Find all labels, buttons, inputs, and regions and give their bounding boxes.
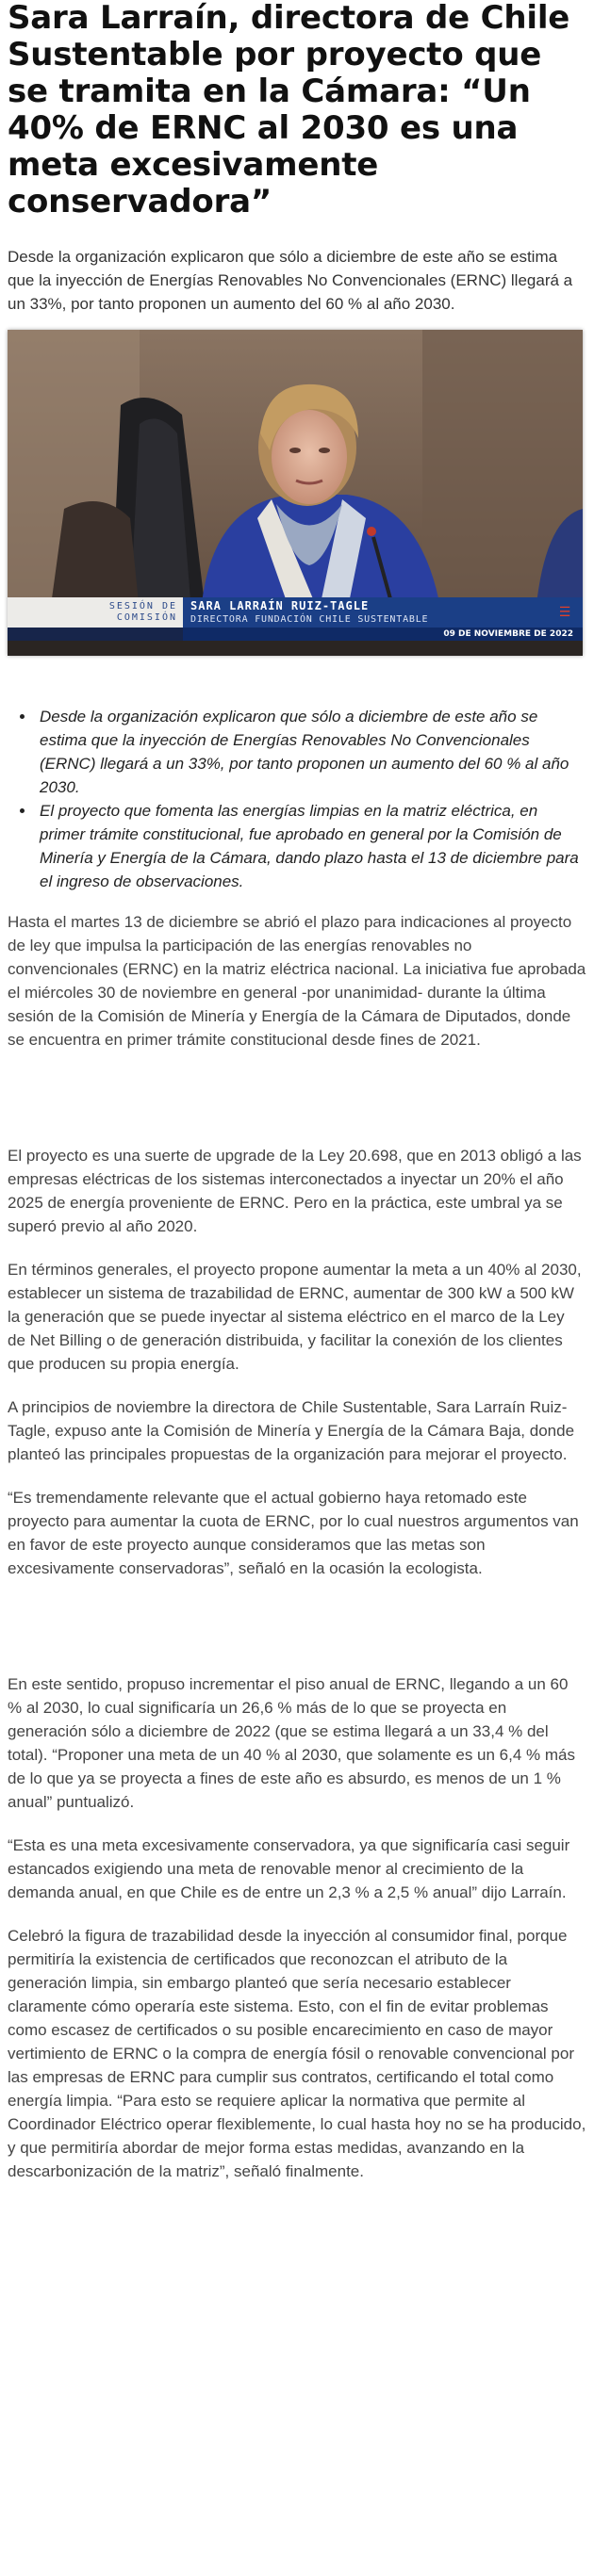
session-date: 09 DE NOVIEMBRE DE 2022	[183, 628, 583, 641]
article-title: Sara Larraín, directora de Chile Sustentable por proyecto que se tramita en la Cámara: “Un 40% de ERNC al 2030 es una meta excesivamente conservadora”	[8, 0, 570, 220]
article-lead: Desde la organización explicaron que sólo a diciembre de este año se estima que la inyección de Energías Renovables No Convencionales (ERNC) llegará a un 33%, por tanto proponen un aumento del 60 % al año 2030.	[8, 248, 573, 313]
body-paragraph: Celebró la figura de trazabilidad desde la inyección al consumidor final, porque permitiría la existencia de certificados que reconozcan el atributo de la generación limpia, sin embargo planteó que sería necesario establecer claramente cómo operaría este sistema. Esto, con el fin de evitar problemas como escasez de certificados o su posible encarecimiento en caso de mayor vertimiento de ERNC o la compra de energía fósil o renovable convencional por las empresas de ERNC para cumplir sus contratos, certificando el total como energía limpia. “Para esto se requiere aplicar la normativa que permite al Coordinador Eléctrico operar flexiblemente, lo cual hasta hoy no se ha producido, y que permitiría abordar de mejor forma estas medidas, avanzando en la descarbonización de la matriz”, señaló finalmente.	[8, 1927, 586, 2180]
summary-item: • El proyecto que fomenta las energías limpias en la matriz eléctrica, en primer trámite constitucional, fue aprobado en general por la Comisión de Minería y Energía de la Cámara, dando plazo hasta el 13 de diciembre para el ingreso de observaciones.	[36, 799, 586, 893]
speaker-caption	[183, 597, 583, 628]
article-body	[8, 910, 586, 2183]
body-paragraph: “Es tremendamente relevante que el actual gobierno haya retomado este proyecto para aumentar la cuota de ERNC, por lo cual nuestros argumentos van en favor de este proyecto aunque consideramos que las metas son excesivamente conservadoras”, señaló en la ocasión la ecologista.	[8, 1489, 579, 1577]
speaker-role: DIRECTORA FUNDACIÓN CHILE SUSTENTABLE	[190, 614, 429, 625]
body-paragraph: “Esta es una meta excesivamente conservadora, ya que significaría casi seguir estancados exigiendo una meta de renovable menor al crecimiento de la demanda anual, en que Chile es de entre un 2,3 % a 2,5 % anual” dijo Larraín.	[8, 1836, 570, 1901]
session-label-line1: SESIÓN DE	[108, 601, 177, 611]
summary-item: • Desde la organización explicaron que sólo a diciembre de este año se estima que la inyección de Energías Renovables No Convencionales (ERNC) llegará a un 33%, por tanto proponen un aumento del 60 % al año 2030.	[36, 705, 586, 799]
session-label	[8, 597, 183, 628]
summary-list	[8, 705, 586, 893]
body-paragraph: En términos generales, el proyecto propone aumentar la meta a un 40% al 2030, establecer un sistema de trazabilidad de ERNC, aumentar de 300 kW a 500 kW la generación que se puede inyectar al sistema eléctrico en el marco de la Ley de Net Billing o de generación distribuida, y facilitar la conexión de los clientes que producen su propia energía.	[8, 1261, 582, 1373]
body-paragraph: En este sentido, propuso incrementar el piso anual de ERNC, llegando a un 60 % al 2030, lo cual significaría un 26,6 % más de lo que se proyecta en generación sólo a diciembre de 2022 (que se estima llegará a un 33,4 % del total). “Proponer una meta de un 40 % al 2030, que solamente es un 6,4 % más de lo que ya se proyecta a fines de este año es absurdo, es menos de un 1 % anual” puntualizó.	[8, 1675, 575, 1811]
photo-lower-third	[8, 597, 583, 644]
date-bar-left	[8, 628, 183, 641]
body-paragraph: El proyecto es una suerte de upgrade de la Ley 20.698, que en 2013 obligó a las empresas eléctricas de los sistemas interconectados a inyectar un 20% el año 2025 de energía proveniente de ERNC. Pero en la práctica, este umbral ya se superó previo al año 2020.	[8, 1147, 582, 1235]
hamburger-icon: ☰	[558, 604, 571, 619]
body-paragraph: A principios de noviembre la directora de Chile Sustentable, Sara Larraín Ruiz-Tagle, expuso ante la Comisión de Minería y Energía de la Cámara Baja, donde planteó las principales propuestas de la organización para mejorar el proyecto.	[8, 1398, 575, 1463]
body-paragraph: Hasta el martes 13 de diciembre se abrió el plazo para indicaciones al proyecto de ley que impulsa la participación de las energías renovables no convencionales (ERNC) en la matriz eléctrica nacional. La iniciativa fue aprobada el miércoles 30 de noviembre en general -por unanimidad- durante la última sesión de la Comisión de Minería y Energía de la Cámara de Diputados, donde se encuentra en primer trámite constitucional desde fines de 2021.	[8, 913, 586, 1049]
article-photo	[8, 330, 583, 656]
speaker-name: SARA LARRAÍN RUIZ-TAGLE	[190, 599, 370, 612]
session-label-line2: COMISIÓN	[116, 612, 177, 623]
